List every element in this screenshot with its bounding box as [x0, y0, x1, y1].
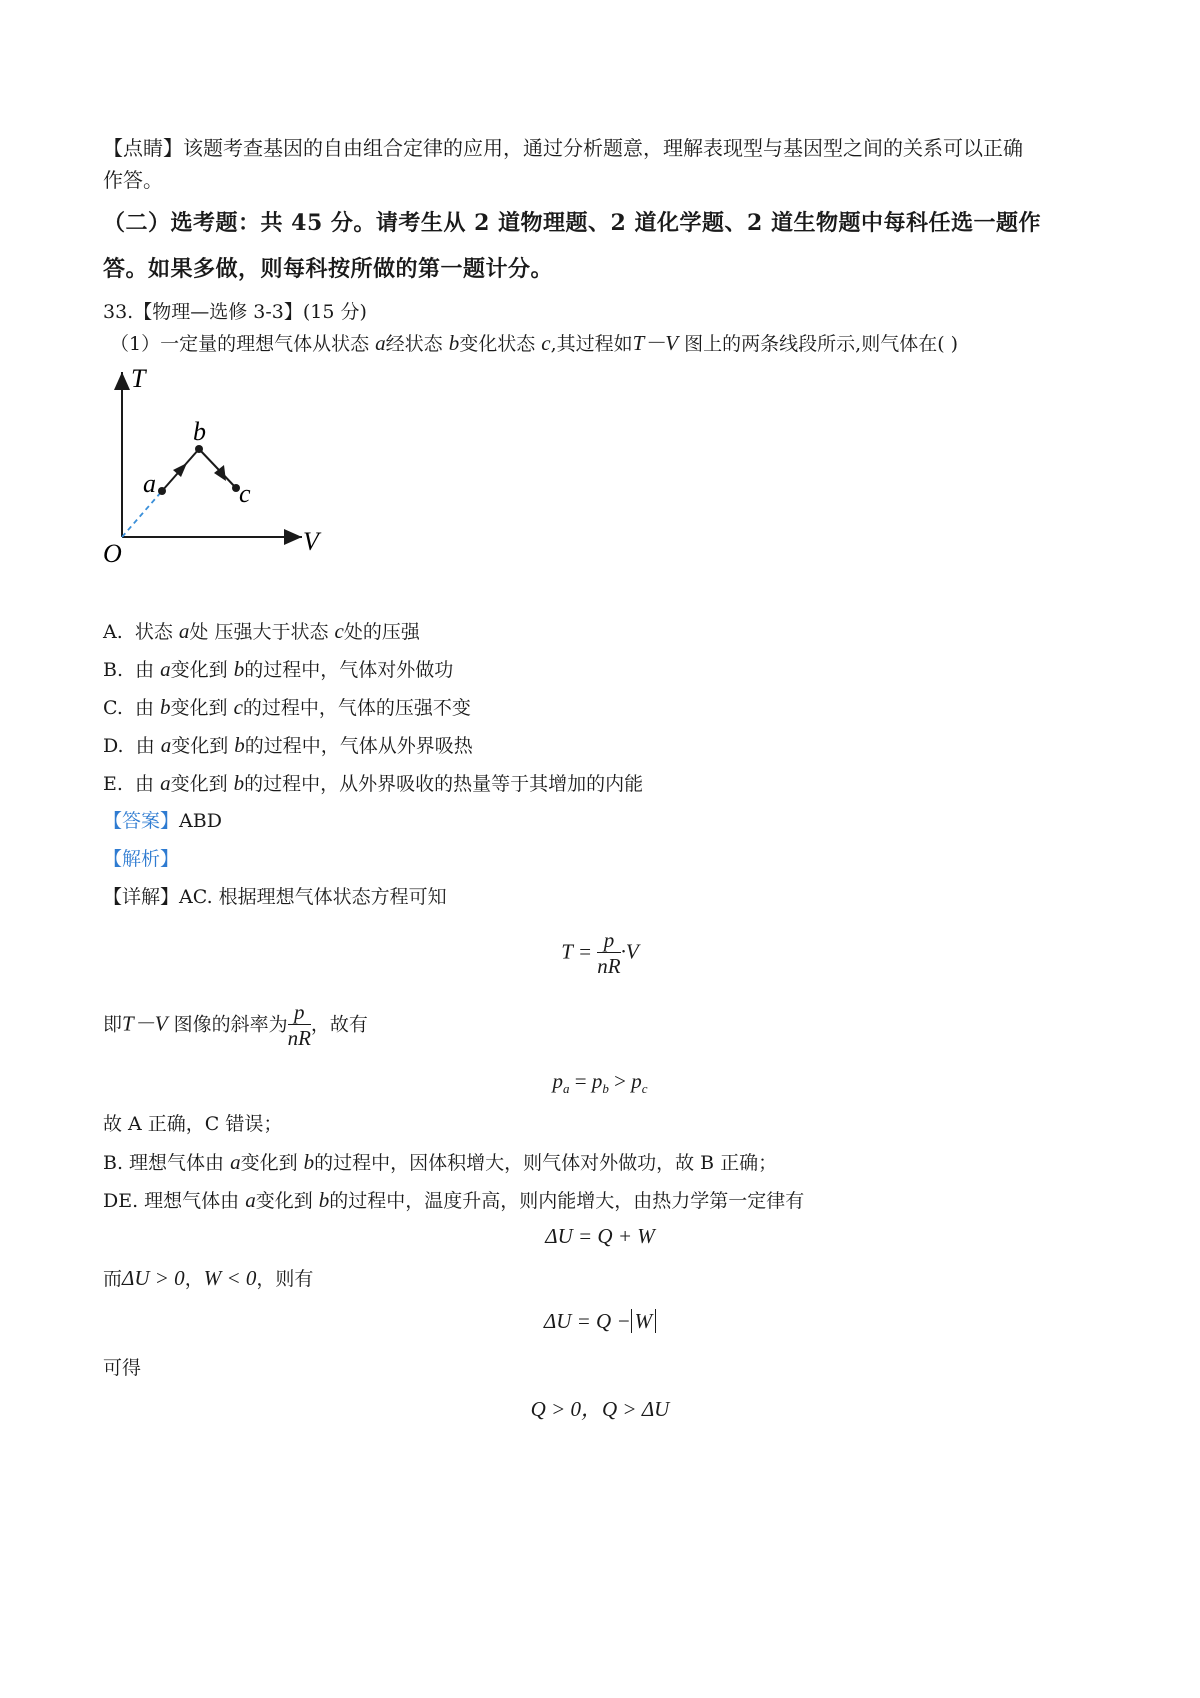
- label-o: O: [103, 539, 122, 568]
- option-a: A. 状态 a处 压强大于状态 c处的压强: [103, 619, 420, 643]
- label-c: c: [239, 479, 251, 508]
- conclusion-ac: 故 A 正确，C 错误；: [103, 1113, 283, 1135]
- section-heading-line-2: 答。如果多做，则每科按所做的第一题计分。: [103, 256, 554, 282]
- equation-pressures: $p_a = p_b > p_c$: [552, 1069, 648, 1097]
- analysis-label: 【解析】: [103, 848, 180, 870]
- segment-bc: [199, 449, 236, 488]
- question-title: 33.【物理—选修 3-3】(15 分): [103, 301, 367, 323]
- equation-result: Q > 0，Q > ΔU: [530, 1397, 670, 1421]
- slope-line: 即T－V 图像的斜率为 $\frac{p}{nR}$ ，故有: [103, 1000, 368, 1050]
- point-b: [195, 445, 203, 453]
- section-heading-line-1: （二）选考题：共 45 分。请考生从 2 道物理题、2 道化学题、2 道生物题中每科任选一题作: [103, 210, 1041, 236]
- answer-line: [103, 807, 222, 835]
- equation-abs-w: ΔU = Q − W: [0, 1309, 1200, 1334]
- dashed-origin-line: [122, 491, 162, 537]
- option-c: C. 由 b变化到 c的过程中，气体的压强不变: [103, 695, 471, 719]
- condition-line: 而ΔU > 0，W < 0，则有: [103, 1266, 314, 1290]
- note-paragraph: [103, 132, 1103, 196]
- label-v: V: [303, 527, 319, 556]
- point-a: [158, 487, 166, 495]
- answer-value: ABD: [179, 810, 222, 832]
- answer-label: 【答案】: [103, 810, 180, 832]
- note-line-2: 作答。: [103, 168, 163, 192]
- detail-b-line: B. 理想气体由 a变化到 b的过程中，因体积增大，则气体对外做功，故 B 正确；: [103, 1150, 778, 1174]
- question-stem: （1）一定量的理想气体从状态 a经状态 b变化状态 c,其过程如T－V 图上的两条线段所示,则气体在( ): [110, 331, 959, 355]
- detail-intro: 【详解】AC. 根据理想气体状态方程可知: [103, 886, 447, 908]
- label-t: T: [131, 364, 146, 393]
- equation-state: T = $\frac{p}{nR}$ ·V: [561, 928, 639, 978]
- tv-diagram: [95, 360, 345, 575]
- detail-de-line: DE. 理想气体由 a变化到 b的过程中，温度升高，则内能增大，由热力学第一定律有: [103, 1188, 805, 1212]
- kede-label: 可得: [103, 1357, 142, 1379]
- option-d: D. 由 a变化到 b的过程中，气体从外界吸热: [103, 733, 473, 757]
- option-b: B. 由 a变化到 b的过程中，气体对外做功: [103, 657, 454, 681]
- option-e: E. 由 a变化到 b的过程中，从外界吸收的热量等于其增加的内能: [103, 771, 644, 795]
- label-a: a: [143, 469, 156, 498]
- label-b: b: [193, 417, 206, 446]
- equation-first-law: ΔU = Q + W: [545, 1224, 655, 1248]
- note-line-1: 【点睛】该题考查基因的自由组合定律的应用，通过分析题意，理解表现型与基因型之间的关系可以正确: [103, 136, 1023, 160]
